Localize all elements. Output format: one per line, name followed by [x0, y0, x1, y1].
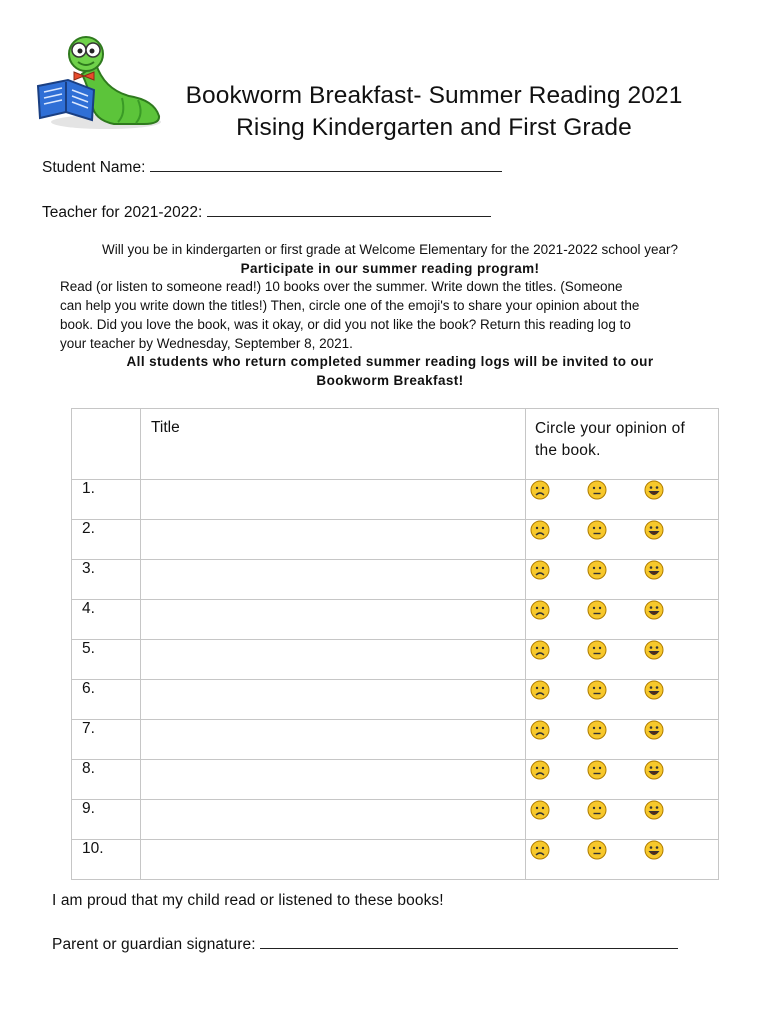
row-number-cell — [72, 600, 141, 640]
opinion-cell — [526, 640, 719, 680]
sad-face-icon[interactable] — [530, 640, 550, 660]
opinion-cell — [526, 480, 719, 520]
opinion-cell — [526, 560, 719, 600]
table-row — [72, 480, 719, 520]
row-number: 10. — [82, 840, 104, 857]
teacher-blank[interactable] — [207, 203, 491, 217]
row-number: 9. — [82, 800, 95, 817]
title-line-1: Bookworm Breakfast- Summer Reading 2021 — [185, 82, 683, 109]
row-number: 2. — [82, 520, 95, 537]
happy-face-icon[interactable] — [644, 720, 664, 740]
opinion-emoji-group — [526, 640, 718, 660]
opinion-header-line-2: the book. — [535, 442, 601, 459]
book-title-cell[interactable] — [141, 760, 526, 800]
table-row — [72, 760, 719, 800]
happy-face-icon[interactable] — [644, 560, 664, 580]
title-line-2: Rising Kindergarten and First Grade — [236, 114, 632, 141]
instructions-line-4: your teacher by Wednesday, September 8, 2021. — [60, 335, 353, 351]
happy-face-icon[interactable] — [644, 640, 664, 660]
row-number: 4. — [82, 600, 95, 617]
row-number: 7. — [82, 720, 95, 737]
teacher-label: Teacher for 2021-2022: — [42, 204, 203, 221]
row-number-cell — [72, 680, 141, 720]
sad-face-icon[interactable] — [530, 520, 550, 540]
book-title-cell[interactable] — [141, 600, 526, 640]
table-row — [72, 560, 719, 600]
signature-label: Parent or guardian signature: — [52, 936, 256, 953]
intro-question: Will you be in kindergarten or first grade at Welcome Elementary for the 2021-2022 school year? — [101, 242, 679, 257]
table-header-row — [72, 409, 719, 480]
title-header-cell — [141, 409, 526, 480]
row-number-cell — [72, 760, 141, 800]
neutral-face-icon[interactable] — [587, 600, 607, 620]
book-title-cell[interactable] — [141, 480, 526, 520]
table-row — [72, 640, 719, 680]
table-row — [72, 520, 719, 560]
row-number-cell — [72, 520, 141, 560]
invite-line-2: Bookworm Breakfast! — [316, 372, 464, 388]
happy-face-icon[interactable] — [644, 800, 664, 820]
intro-text — [60, 241, 720, 391]
sad-face-icon[interactable] — [530, 560, 550, 580]
sad-face-icon[interactable] — [530, 600, 550, 620]
opinion-cell — [526, 760, 719, 800]
neutral-face-icon[interactable] — [587, 560, 607, 580]
opinion-cell — [526, 720, 719, 760]
table-row — [72, 600, 719, 640]
number-header-cell — [72, 409, 141, 480]
signature-blank[interactable] — [260, 935, 678, 949]
neutral-face-icon[interactable] — [587, 800, 607, 820]
row-number-cell — [72, 800, 141, 840]
page-title — [176, 80, 692, 144]
reading-log-table — [71, 408, 719, 880]
instructions-line-3: book. Did you love the book, was it okay, or did you not like the book? Return this reading log to — [60, 316, 631, 332]
opinion-emoji-group — [526, 560, 718, 580]
bookworm-illustration — [34, 34, 174, 134]
neutral-face-icon[interactable] — [587, 760, 607, 780]
row-number: 8. — [82, 760, 95, 777]
happy-face-icon[interactable] — [644, 520, 664, 540]
book-title-cell[interactable] — [141, 800, 526, 840]
instructions-line-1: Read (or listen to someone read!) 10 books over the summer. Write down the titles. (Someone — [60, 279, 623, 295]
neutral-face-icon[interactable] — [587, 480, 607, 500]
opinion-cell — [526, 600, 719, 640]
book-title-cell[interactable] — [141, 560, 526, 600]
opinion-emoji-group — [526, 600, 718, 620]
instructions-line-2: can help you write down the titles!) Then, circle one of the emoji's to share your opinion about the — [60, 298, 640, 314]
opinion-emoji-group — [526, 720, 718, 740]
row-number-cell — [72, 480, 141, 520]
opinion-cell — [526, 840, 719, 880]
opinion-cell — [526, 800, 719, 840]
title-header: Title — [151, 419, 180, 436]
sad-face-icon[interactable] — [530, 720, 550, 740]
opinion-header-line-1: Circle your opinion of — [535, 420, 686, 437]
neutral-face-icon[interactable] — [587, 840, 607, 860]
book-title-cell[interactable] — [141, 680, 526, 720]
book-title-cell[interactable] — [141, 840, 526, 880]
row-number: 1. — [82, 480, 95, 497]
sad-face-icon[interactable] — [530, 480, 550, 500]
opinion-cell — [526, 520, 719, 560]
neutral-face-icon[interactable] — [587, 680, 607, 700]
row-number: 3. — [82, 560, 95, 577]
sad-face-icon[interactable] — [530, 800, 550, 820]
table-row — [72, 720, 719, 760]
row-number: 6. — [82, 680, 95, 697]
happy-face-icon[interactable] — [644, 600, 664, 620]
opinion-emoji-group — [526, 680, 718, 700]
table-row — [72, 800, 719, 840]
book-title-cell[interactable] — [141, 520, 526, 560]
happy-face-icon[interactable] — [644, 480, 664, 500]
row-number-cell — [72, 560, 141, 600]
neutral-face-icon[interactable] — [587, 720, 607, 740]
sad-face-icon[interactable] — [530, 840, 550, 860]
row-number-cell — [72, 840, 141, 880]
table-row — [72, 680, 719, 720]
opinion-header-cell — [526, 409, 719, 480]
student-name-label: Student Name: — [42, 159, 146, 176]
student-name-blank[interactable] — [150, 158, 502, 172]
student-name-field[interactable] — [42, 158, 502, 177]
row-number: 5. — [82, 640, 95, 657]
opinion-emoji-group — [526, 760, 718, 780]
table-row — [72, 840, 719, 880]
signature-field[interactable] — [52, 935, 678, 954]
opinion-cell — [526, 680, 719, 720]
book-title-cell[interactable] — [141, 640, 526, 680]
opinion-emoji-group — [526, 840, 718, 860]
sad-face-icon[interactable] — [530, 760, 550, 780]
teacher-field[interactable] — [42, 203, 491, 222]
invite-line-1: All students who return completed summer reading logs will be invited to our — [126, 354, 654, 370]
book-title-cell[interactable] — [141, 720, 526, 760]
proud-statement: I am proud that my child read or listened to these books! — [52, 892, 444, 909]
happy-face-icon[interactable] — [644, 680, 664, 700]
row-number-cell — [72, 640, 141, 680]
intro-call-to-action: Participate in our summer reading program! — [240, 260, 540, 276]
opinion-emoji-group — [526, 520, 718, 540]
row-number-cell — [72, 720, 141, 760]
sad-face-icon[interactable] — [530, 680, 550, 700]
opinion-emoji-group — [526, 480, 718, 500]
happy-face-icon[interactable] — [644, 760, 664, 780]
neutral-face-icon[interactable] — [587, 640, 607, 660]
opinion-emoji-group — [526, 800, 718, 820]
happy-face-icon[interactable] — [644, 840, 664, 860]
neutral-face-icon[interactable] — [587, 520, 607, 540]
